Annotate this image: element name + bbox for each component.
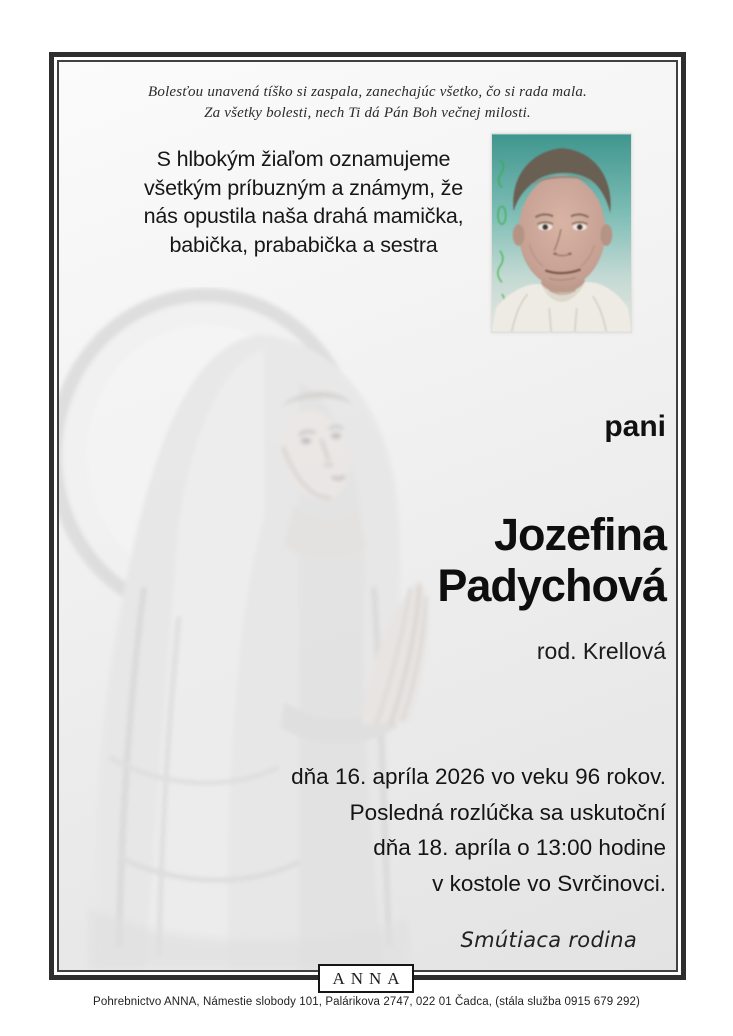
announcement-line-3: nás opustila naša drahá mamička, <box>143 204 464 228</box>
announcement-line-1: S hlbokým žiaľom oznamujeme <box>156 147 451 171</box>
decorative-frame <box>49 52 686 980</box>
announcement-text <box>111 145 496 259</box>
funeral-home-contact-footer: Pohrebnictvo ANNA, Námestie slobody 101, Palárikova 2747, 022 01 Čadca, (stála služba 0915 679 292) <box>93 996 640 1008</box>
mourning-family-text: Smútiaca rodina <box>460 928 637 952</box>
funeral-place-line: v kostole vo Svrčinovci. <box>432 870 666 896</box>
funeral-date-line: dňa 18. apríla o 13:00 hodine <box>373 835 666 860</box>
honorific-pani: pani <box>604 410 666 443</box>
maiden-name: rod. Krellová <box>536 638 666 664</box>
memorial-verse <box>59 82 676 124</box>
announcement-line-2: všetkým príbuzným a známym, že <box>144 175 463 200</box>
portrait-photo-image <box>492 134 631 332</box>
deceased-name <box>437 509 666 611</box>
notice-content-area <box>59 62 676 970</box>
announcement-line-4: babička, prababička a sestra <box>169 232 438 257</box>
inner-frame-line <box>57 60 678 972</box>
verse-line-2: Za všetky bolesti, nech Ti dá Pán Boh večnej milosti. <box>204 105 531 121</box>
death-date-line: dňa 16. apríla 2026 vo veku 96 rokov. <box>291 764 666 789</box>
farewell-line: Posledná rozlúčka sa uskutoční <box>349 799 666 825</box>
deceased-first-name: Jozefina <box>493 509 666 560</box>
funeral-details <box>291 759 666 901</box>
funeral-home-logo: ANNA <box>318 964 414 993</box>
deceased-last-name: Padychová <box>437 560 666 611</box>
portrait-photo <box>491 133 632 333</box>
verse-line-1: Bolesťou unavená tíško si zaspala, zanechajúc všetko, čo si rada mala. <box>148 84 587 100</box>
